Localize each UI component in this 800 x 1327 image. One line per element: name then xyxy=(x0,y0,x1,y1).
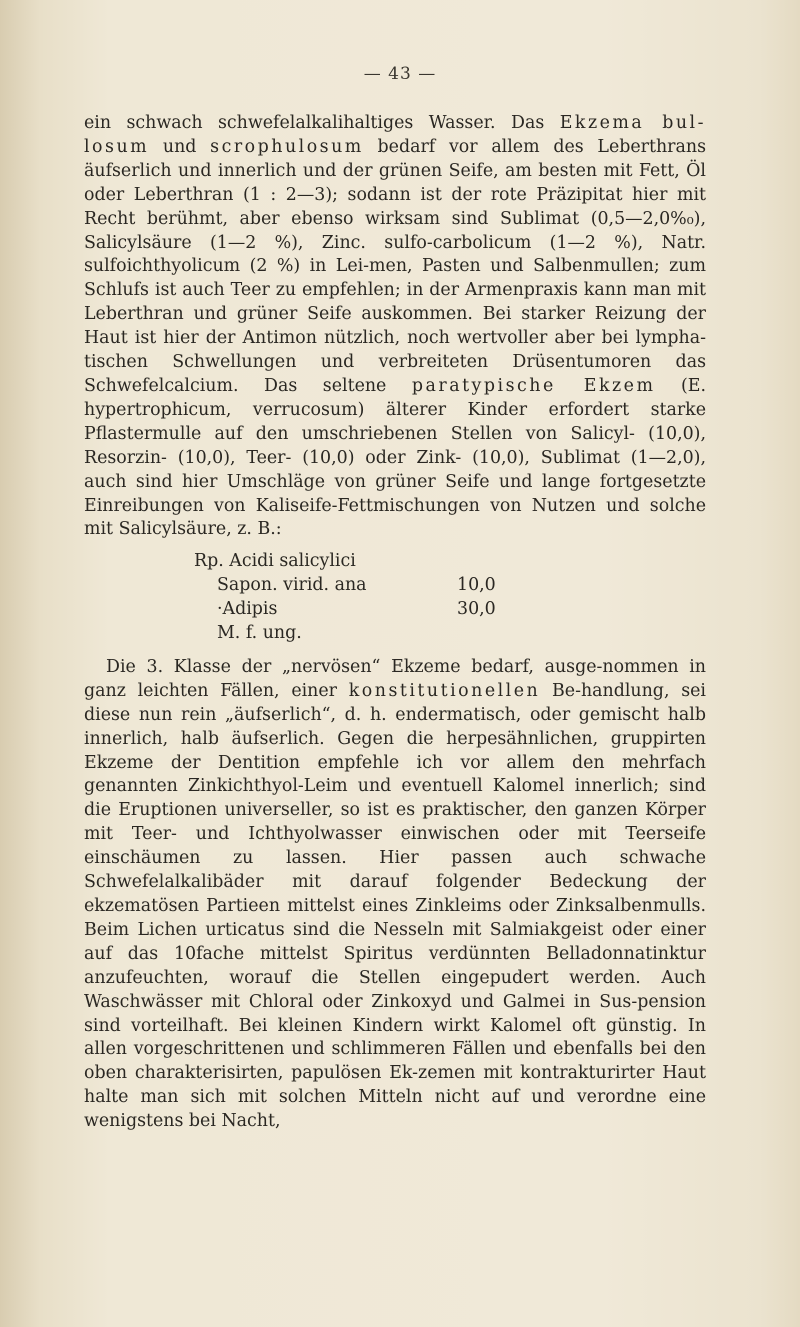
emphasis-term: paratypische Ekzem xyxy=(411,375,656,396)
text-run: und xyxy=(149,136,211,157)
text-run: ein schwach schwefelalkalihaltiges Wasser. Das xyxy=(84,113,560,133)
emphasis-term: konstitutionellen xyxy=(348,680,541,701)
text-run: Be-handlung, sei diese nun rein „äufserlich“, d. h. endermatisch, oder gemischt halb innerlich, halb äufserlich. Gegen die herpesähnlichen, gruppirten Ekzeme der Dentition empfehle ich vor allem den mehrfach genannten Zinkichthyol-Leim und eventuell Kalomel innerlich; sind die Eruptionen universeller, so ist es praktischer, den ganzen Körper mit Teer- und Ichthyolwasser einwischen oder mit Teerseife einschäumen zu lassen. Hier passen auch schwache Schwefelalkalibäder mit darauf folgender Bedeckung der ekzematösen Partieen mittelst eines Zinkleims oder Zinksalbenmulls. Beim Lichen urticatus sind die Nesseln mit Salmiakgeist oder einer auf das 10fache mittelst Spiritus verdünnten Belladonnatinktur anzufeuchten, worauf die Stellen eingepudert werden. Auch Waschwässer mit Chloral oder Zinkoxyd und Galmei in Sus-pension sind vorteilhaft. Bei kleinen Kindern wirkt Kalomel oft günstig. In allen vorgeschrittenen und schlimmeren Fällen und ebenfalls bei den oben charakterisirten, papulösen Ek-zemen mit kontrakturirter Haut halte man sich mit solchen Mitteln nicht auf und verordne eine wenigstens bei Nacht, xyxy=(84,680,706,1132)
prescription-ingredient: ·Adipis xyxy=(217,599,278,620)
text-run: bedarf vor allem des Leberthrans äufserlich und innerlich und der grünen Seife, am besten mit Fett, Öl oder Leberthran (1 : 2—3); sodann ist der rote Präzipitat hier mit Recht berühmt, aber ebenso wirksam sind Sublimat (0,5—2,0%₀), Salicylsäure (1—2 %), Zinc. sulfo-carbolicum (1—2 %), Natr. sulfoichthyolicum (2 %) in Lei-men, Pasten und Salbenmullen; zum Schlufs ist auch Teer zu empfehlen; in der Armenpraxis kann man mit Leberthran und grüner Seife auskommen. Bei starker Reizung der Haut ist hier der Antimon nützlich, noch wertvoller aber bei lympha-tischen Schwellungen und verbreiteten Drüsentumoren das Schwefelcalcium. Das seltene xyxy=(84,136,706,396)
text-run: (E. hypertrophicum, verrucosum) älterer Kinder erfordert starke Pflastermulle auf den umschriebenen Stellen von Salicyl- (10,0), Resorzin- (10,0), Teer- (10,0) oder Zink- (10,0), Sublimat (1—2,0), auch sind hier Umschläge von grüner Seife und lange fortgesetzte Einreibungen von Kaliseife-Fettmischungen von Nutzen und solche mit Salicylsäure, z. B.: xyxy=(84,375,706,540)
prescription xyxy=(194,550,706,646)
page-number: — 43 — xyxy=(363,64,437,84)
prescription-text: Rp. Acidi salicylici xyxy=(194,551,356,572)
emphasis-term: scrophulosum xyxy=(210,136,364,157)
emphasis-term: Ekzema bul-losum xyxy=(84,113,706,157)
prescription-line xyxy=(194,574,706,598)
text-run: Die 3. Klasse der „nervösen“ Ekzeme bedarf, ausge-nommen in ganz leichten Fällen, einer xyxy=(84,656,706,701)
prescription-text: M. f. ung. xyxy=(217,623,302,644)
prescription-line xyxy=(194,598,706,622)
paragraph xyxy=(84,656,706,1134)
prescription-ingredient: Sapon. virid. ana xyxy=(217,575,367,596)
prescription-line xyxy=(194,622,706,646)
prescription-amount: 30,0 xyxy=(457,599,496,620)
prescription-amount: 10,0 xyxy=(457,575,496,596)
prescription-line xyxy=(194,550,706,574)
body-text xyxy=(84,112,706,1134)
paragraph xyxy=(84,112,706,542)
